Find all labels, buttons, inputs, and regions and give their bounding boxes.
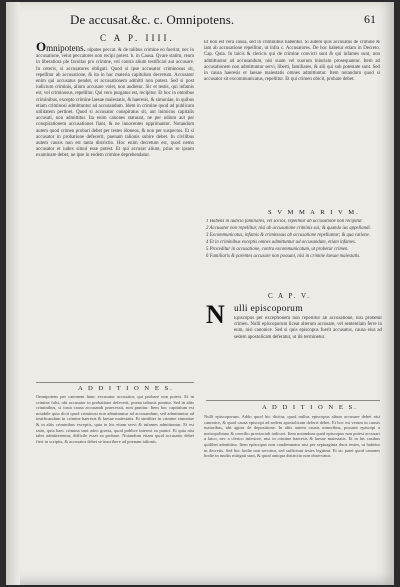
chapter-v-gloss-text: Episcopus per exceptionem non repellitur ab accusatione, nisi probetur crimen. Nulli episcoporum liceat alterum accusare, vel sententiam ferre in eum, nisi canonice. Sed si quis episcopus fuerit accusatus, causa eius ad sedem apostolicam deferatur, ut ibi terminetur. <box>234 316 382 340</box>
chapter-heading: C A P. IIII. <box>100 33 175 43</box>
drop-initial: O <box>36 40 47 54</box>
additiones-right-title: A D D I T I O N E S. <box>262 404 358 411</box>
left-divider <box>36 382 194 383</box>
page-header <box>70 12 382 34</box>
summary-list <box>206 219 380 287</box>
right-divider <box>206 400 380 401</box>
page-number: 61 <box>364 12 376 26</box>
chapter-v-gloss <box>234 316 382 386</box>
summary-item: 6 Familiaris & parentes accusare non possunt, nisi in crimine laesae maiestatis. <box>206 254 361 259</box>
chapter-v-opening: ulli episcoporum <box>234 304 303 314</box>
right-column-text <box>204 40 380 205</box>
summary-item: 2 Accusator non repellitur, nisi ab accusatione criminis sui; & quando ius appellandi. <box>206 226 371 231</box>
summary-item: 1 Habens in iudicio familiares, vel socios, repellitur ab accusatione non recipitur. <box>206 219 363 224</box>
additiones-left-title: A D D I T I O N E S. <box>78 385 174 392</box>
left-column-text <box>36 40 194 380</box>
summary-item: 3 Excommunicatus, infamis & criminosus ab accusatione repelluntur; & qua ratione. <box>206 233 370 238</box>
summary-title: S V M M A R I V M. <box>268 209 360 216</box>
right-column-body: Et non est vera causa, sed in criminibus habentur. Si autem quis accusatus de crimine & iam ab accusatione repellitur, ut infra c. Accusatores. De hoc habetur etiam in Decreto. Cap. Quia. In laicis & clericis qui de crimine convicti sunt & qui infames sunt, non admittuntur ad accusandum, nisi suam vel suorum iniuriam prosequantur. Item ad accusationem non admittuntur servi, liberti, familiares, & alii qui sub potestate sunt. Sed in causa haeresis et laesae maiestatis omnes admittuntur. Item notandum quod si accusator sit excommunicatus, repellitur. Et qui crimen obicit, probare debet. <box>204 40 380 83</box>
chapter-v-heading: C A P. V. <box>268 292 311 300</box>
summary-item: 5 Proceditur in accusatione, contra excommunicatum, ut probetur crimen. <box>206 247 349 252</box>
additiones-right-body: Nulli episcoporum. Addo quod hic dicitur, quod nullus episcopus alium accusare debet nisi canonice, & quod causa episcopi ad sedem apostolicam deferri debet. Et hoc est verum in causis maioribus, ubi agitur de depositione. In aliis autem causis minoribus, possunt episcopi a metropolitano & concilio provinciali iudicari. Item notandum quod episcopus non potest accusari a laico, nec a clerico inferiore, nisi in crimine haeresis & laesae maiestatis. Et in his casibus quilibet admittitur. Item episcopus non condemnatur nisi per septuaginta duos testes, ut habetur in decretis. Sed hoc hodie non servatur, sed sufficiunt testes legitimi. Et sic patet quod canones hodie in multis mitigati sunt, & quod antiqua districtio non observatur. <box>204 414 380 459</box>
additiones-right <box>204 414 380 574</box>
running-title: De accusat.&c. c. Omnipotens. <box>70 12 235 27</box>
summary-item: 4 Et in criminibus exceptis omnes admittuntur ad accusandum, etiam infames. <box>206 240 357 245</box>
additiones-left-body: Omnipotens per canonem hunc excusatur accusator, qui probare non potest. Et in crimine falsi, ubi accusator in probatione defecerit, poena talionis punitur. Sed in aliis criminibus, si iusta causa accusandi praecessit, non punitur. Item hoc capitulum est notabile quia dicit quod criminosi non admittuntur ad accusandum, sed admittuntur ad testificandum in crimine haeresis & laesae maiestatis. Et similiter in crimine simoniae & in aliis criminibus exceptis, quia in his etiam servi & infames admittuntur. Et est ratio, quia haec crimina sunt adeo gravia, quod publice interest ea puniri. Et quia nisi tales admitterentur, difficile esset ea probare. Notandum etiam quod accusatio debet fieri in scriptis, & accusator debet se inscribere ad poenam talionis. <box>36 394 194 444</box>
page-gutter-shadow <box>6 2 20 585</box>
additiones-left <box>36 394 194 572</box>
book-page <box>6 2 394 585</box>
chapter-v-initial: N <box>206 300 225 329</box>
left-column-paragraph <box>36 40 194 160</box>
opening-word: mnipotens. <box>46 43 86 53</box>
left-column-body: nipotes peccat. & de talibus crimine eo fuerint, nec in accusatione, velut peccatores non recipi potest. b. in Causa. Qvare statim, reum in liberatiora ple facultas pro crimine, vel contra alium testificari aut accusare. In ceteris, si accusatores obligati. Quod si ipse accusator criminosus sit, repellitur ab accusatione, & ita in hac materia capitulum decretum. Accusator enim qui accusatus pendet, et accusationem admitti non potest. Sed si post iudicium criminis, alium accusare volet, non audietur. Sic et testis, qui infamis est, vel criminosus, repellitur. Qui vero purgatus est, recipitur. Et hoc in omnibus criminibus, excepto crimine laesae maiestatis, & haeresis, & simoniae, in quibus etiam criminosi admittuntur ad accusandum. Idem in crimine quod ad publicam utilitatem pertinet. Quod si accusator conspiratus sit, aut inimicus capitalis accusati, non admittitur. Ita enim canones statuunt, ne per odium aut per conspirationem accusationes fiant, & ne innocentes opprimantur. Notandum autem quod crimen probari debet per testes idoneos, & non per suspectos. Et si accusator in probatione defecerit, poenam talionis subire debet. In civilibus autem causis non est tanta districtio. Hoc enim decretum est, quod nemo accusator et iudex simul esse potest. Et qui accusat alium, prius se ipsum examinare debet, ne ipse in eodem crimine deprehendatur. <box>36 48 194 159</box>
